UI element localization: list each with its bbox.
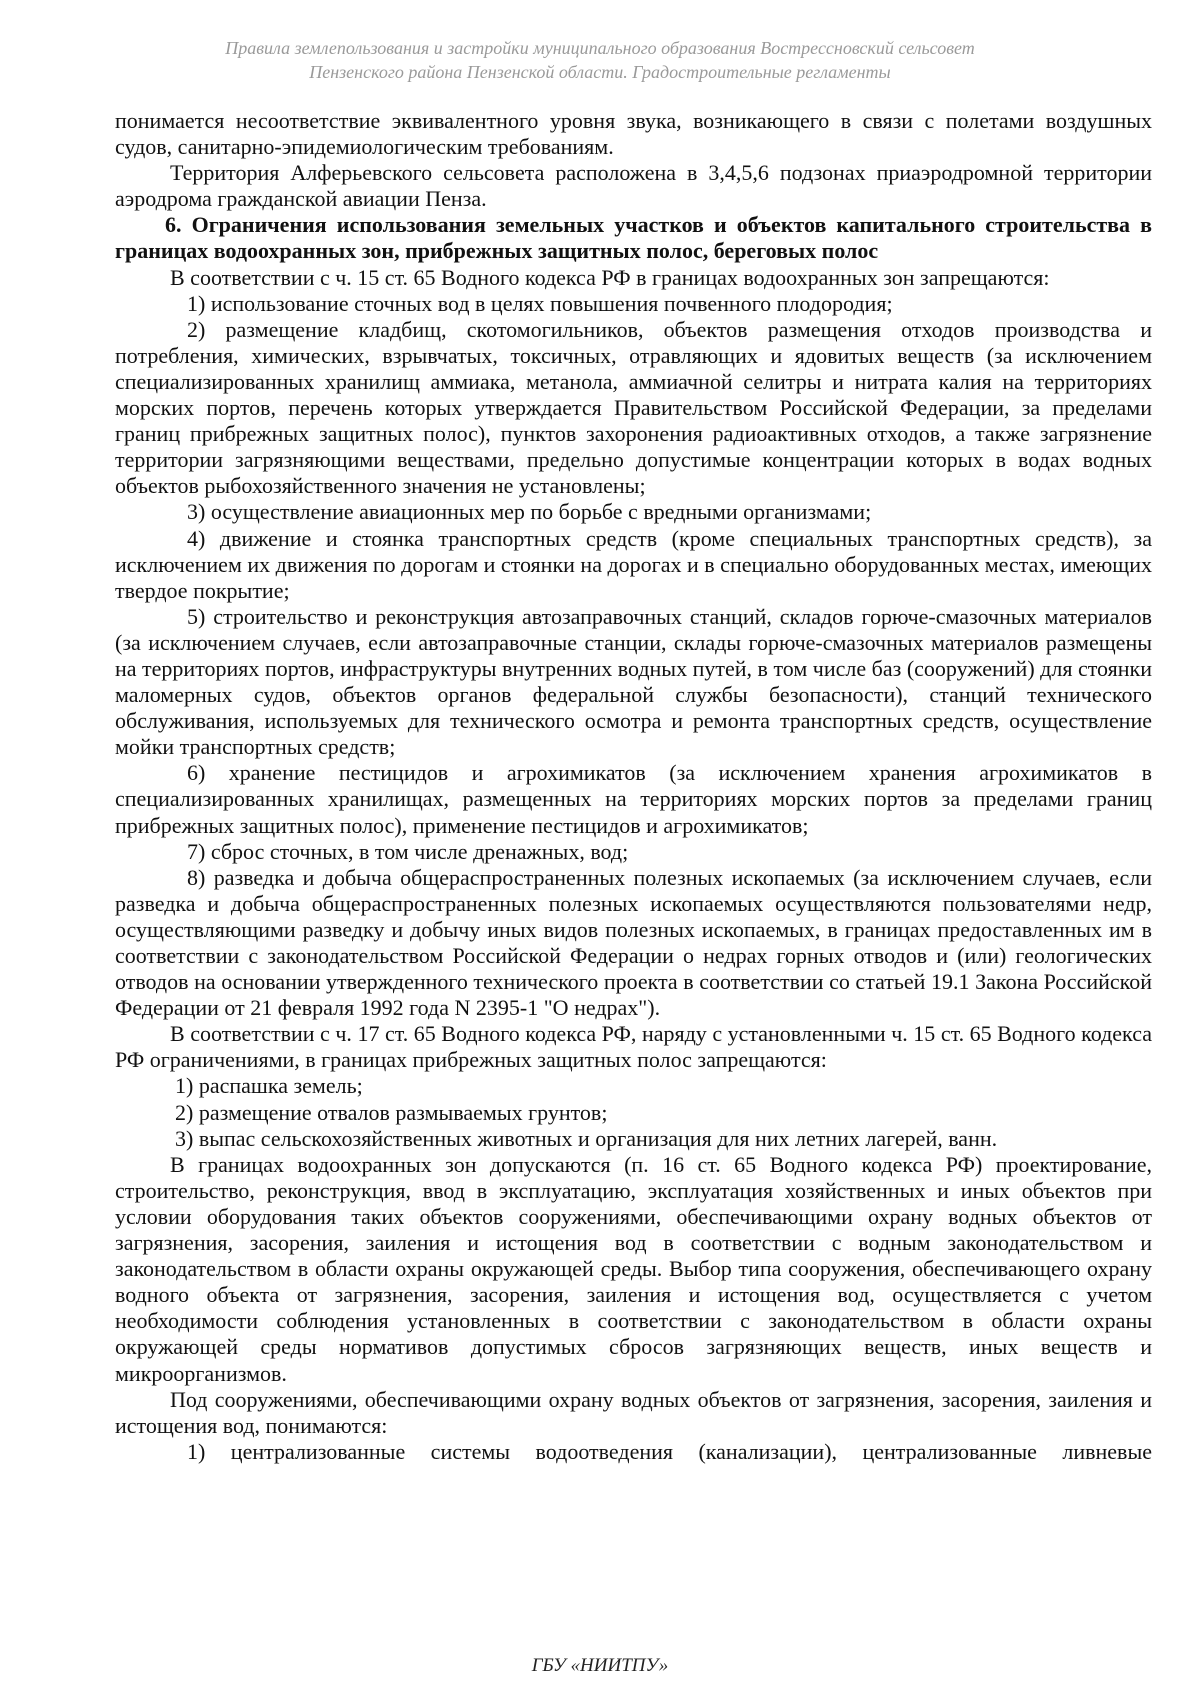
list-item: 7) сброс сточных, в том числе дренажных, вод; bbox=[187, 838, 629, 864]
running-header bbox=[0, 36, 1200, 84]
list-item: 5) строительство и реконструкция автозаправочных станций, складов горюче-смазочных материалов (за исключением случаев, если автозаправочные станции, склады горюче-смазочных материалов размещены на территориях портов, инфраструктуры внутренних водных путей, в том числе баз (сооружений) для стоянки маломерных судов, объектов органов федеральной службы безопасности), станций технического обслуживания, используемых для технического осмотра и ремонта транспортных средств, осуществление мойки транспортных средств; bbox=[115, 603, 1152, 760]
paragraph: понимается несоответствие эквивалентного уровня звука, возникающего в связи с полетами воздушных судов, санитарно-эпидемиологическим требованиям. bbox=[115, 108, 1152, 160]
page-footer: ГБУ «НИИТПУ» bbox=[531, 1655, 669, 1676]
paragraph: В границах водоохранных зон допускаются (п. 16 ст. 65 Водного кодекса РФ) проектирование, строительство, реконструкция, ввод в эксплуатацию, эксплуатация хозяйственных и иных объектов при условии оборудования таких объектов сооружениями, обеспечивающими охрану водных объектов от загрязнения, засорения, заиления и истощения вод в соответствии с водным законодательством и законодательством в области охраны окружающей среды. Выбор типа сооружения, обеспечивающего охрану водного объекта от загрязнения, засорения, заиления и истощения вод, осуществляется с учетом необходимости соблюдения установленных в соответствии с законодательством в области охраны окружающей среды нормативов допустимых сбросов загрязняющих веществ, иных веществ и микроорганизмов. bbox=[115, 1151, 1152, 1386]
list-item: 8) разведка и добыча общераспространенных полезных ископаемых (за исключением случаев, если разведка и добыча общераспространенных полезных ископаемых осуществляются пользователями недр, осуществляющими разведку и добычу иных видов полезных ископаемых, в границах предоставленных им в соответствии с законодательством Российской Федерации о недрах горных отводов и (или) геологических отводов на основании утвержденного технического проекта в соответствии со статьей 19.1 Закона Российской Федерации от 21 февраля 1992 года N 2395-1 "О недрах"). bbox=[115, 864, 1152, 1021]
list-item: 1) распашка земель; bbox=[175, 1073, 363, 1099]
paragraph: В соответствии с ч. 15 ст. 65 Водного кодекса РФ в границах водоохранных зон запрещаются: bbox=[170, 264, 1050, 290]
list-item: 2) размещение кладбищ, скотомогильников, объектов размещения отходов производства и потребления, химических, взрывчатых, токсичных, отравляющих и ядовитых веществ (за исключением специализированных хранилищ аммиака, метанола, аммиачной селитры и нитрата калия на территориях морских портов, перечень которых утверждается Правительством Российской Федерации, за пределами границ прибрежных защитных полос), пунктов захоронения радиоактивных отходов, а также загрязнение территории загрязняющими веществами, предельно допустимые концентрации которых в водах водных объектов рыбохозяйственного значения не установлены; bbox=[115, 316, 1152, 499]
list-item: 1) использование сточных вод в целях повышения почвенного плодородия; bbox=[187, 290, 893, 316]
list-item: 3) осуществление авиационных мер по борьбе с вредными организмами; bbox=[187, 499, 872, 525]
header-line-2: Пензенского района Пензенской области. Градостроительные регламенты bbox=[309, 62, 891, 82]
header-line-1: Правила землепользования и застройки муниципального образования Вострессновский сельсовет bbox=[225, 38, 975, 58]
list-item: 1) централизованные системы водоотведения (канализации), централизованные ливневые bbox=[187, 1438, 1152, 1464]
list-item: 4) движение и стоянка транспортных средств (кроме специальных транспортных средств), за исключением их движения по дорогам и стоянки на дорогах и в специально оборудованных местах, имеющих твердое покрытие; bbox=[115, 525, 1152, 603]
paragraph: В соответствии с ч. 17 ст. 65 Водного кодекса РФ, наряду с установленными ч. 15 ст. 65 Водного кодекса РФ ограничениями, в границах прибрежных защитных полос запрещаются: bbox=[115, 1021, 1152, 1073]
paragraph: Под сооружениями, обеспечивающими охрану водных объектов от загрязнения, засорения, заиления и истощения вод, понимаются: bbox=[115, 1386, 1152, 1438]
list-item: 6) хранение пестицидов и агрохимикатов (за исключением хранения агрохимикатов в специализированных хранилищах, размещенных на территориях морских портов за пределами границ прибрежных защитных полос), применение пестицидов и агрохимикатов; bbox=[115, 760, 1152, 838]
paragraph: Территория Алферьевского сельсовета расположена в 3,4,5,6 подзонах приаэродромной территории аэродрома гражданской авиации Пенза. bbox=[115, 160, 1152, 212]
list-item: 3) выпас сельскохозяйственных животных и организация для них летних лагерей, ванн. bbox=[175, 1125, 998, 1151]
list-item: 2) размещение отвалов размываемых грунтов; bbox=[175, 1099, 608, 1125]
section-heading: 6. Ограничения использования земельных участков и объектов капитального строительства в границах водоохранных зон, прибрежных защитных полос, береговых полос bbox=[115, 212, 1152, 264]
document-body bbox=[115, 108, 1152, 1465]
